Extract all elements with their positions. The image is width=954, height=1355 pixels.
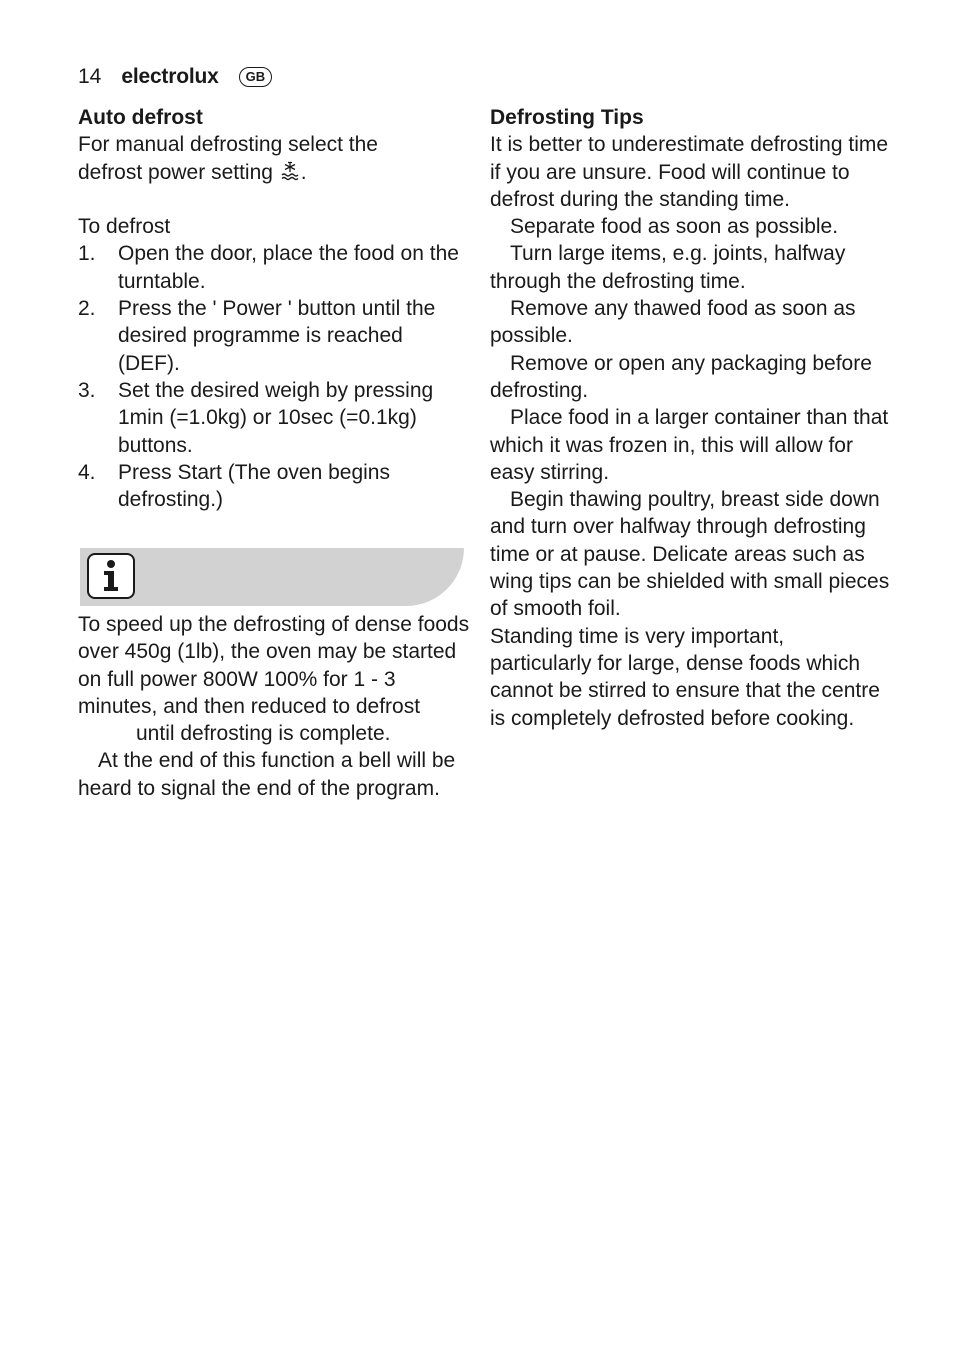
brand-name: electrolux	[121, 65, 219, 89]
step-text: Open the door, place the food on the turntable.	[118, 242, 459, 293]
tip-item: Remove or open any packaging before defrosting.	[490, 351, 872, 402]
defrosting-tips-section	[490, 104, 890, 732]
intro-line-2-text: defrost power setting	[78, 160, 273, 184]
info-icon	[87, 553, 135, 599]
tip-item: Place food in a larger container than that which it was frozen in, this will allow for easy stirring.	[490, 406, 889, 484]
step-text: Press Start (The oven begins defrosting.)	[118, 460, 390, 512]
tips-intro: It is better to underestimate defrosting time if you are unsure. Food will continue to defrost during the standing time.	[490, 133, 889, 211]
intro-line-2	[78, 159, 470, 186]
defrost-steps-list	[78, 240, 470, 513]
step-number: 4.	[78, 460, 96, 484]
step-text: Press the ' Power ' button until the desired programme is reached (DEF).	[118, 297, 436, 375]
intro-period: .	[300, 160, 307, 184]
info-note-text	[78, 611, 470, 802]
tip-item: Turn large items, e.g. joints, halfway through the defrosting time.	[490, 242, 846, 293]
to-defrost-label: To defrost	[78, 215, 171, 239]
list-item	[78, 240, 470, 295]
note-paragraph-1-a: To speed up the defrosting of dense foods over 450g (1lb), the oven may be started on full power 800W 100% for 1 - 3 minutes, and then reduced to defrost	[78, 613, 470, 718]
step-number: 1.	[78, 242, 96, 266]
list-item	[78, 459, 470, 514]
note-paragraph-1	[78, 611, 470, 747]
language-badge: GB	[239, 67, 273, 87]
auto-defrost-heading: Auto defrost	[78, 106, 203, 129]
step-number: 3.	[78, 378, 96, 402]
list-item	[78, 377, 470, 459]
intro-line-1: For manual defrosting select the	[78, 133, 378, 157]
note-paragraph-2: At the end of this function a bell will be heard to signal the end of the program.	[78, 749, 456, 800]
page-header	[78, 62, 272, 92]
auto-defrost-section	[78, 104, 470, 513]
info-note-banner	[80, 548, 464, 606]
tip-item: Remove any thawed food as soon as possible.	[490, 297, 856, 348]
list-item	[78, 295, 470, 377]
defrosting-tips-heading: Defrosting Tips	[490, 106, 644, 129]
info-i-glyph	[98, 559, 124, 593]
page-number: 14	[78, 65, 102, 89]
defrost-snowflake-icon	[279, 161, 301, 181]
note-paragraph-1-b: until defrosting is complete.	[136, 722, 391, 746]
step-text: Set the desired weigh by pressing 1min (=1.0kg) or 10sec (=0.1kg) buttons.	[118, 378, 434, 457]
step-number: 2.	[78, 297, 96, 321]
standing-time-paragraph: Standing time is very important, particularly for large, dense foods which cannot be stirred to ensure that the centre is completely defrosted before cooking.	[490, 624, 880, 730]
tip-item: Begin thawing poultry, breast side down and turn over halfway through defrosting time or at pause. Delicate areas such as wing tips can be shielded with small pieces of smooth foil.	[490, 488, 890, 621]
tip-item: Separate food as soon as possible.	[510, 215, 839, 239]
